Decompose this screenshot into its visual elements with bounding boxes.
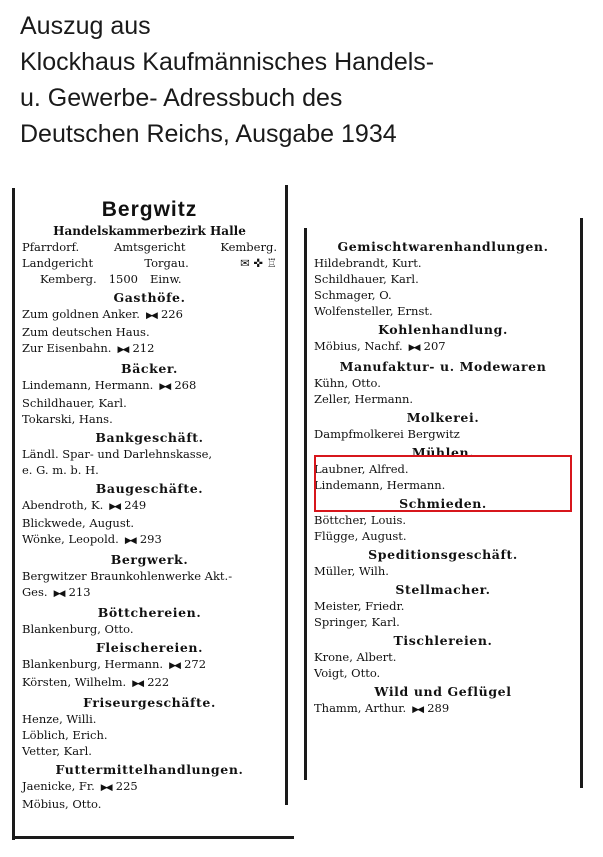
directory-entry: [22, 446, 277, 462]
entry-name: Voigt, Otto.: [314, 666, 381, 680]
directory-entry: [314, 614, 572, 630]
directory-section: [22, 762, 277, 812]
section-heading: Bergwerk.: [110, 552, 189, 567]
info-text: Landgericht: [22, 256, 94, 270]
middle-column-rule-right: [304, 228, 307, 780]
entry-name: Wolfensteller, Ernst.: [314, 304, 433, 318]
entry-name: Tokarski, Hans.: [22, 412, 113, 426]
telephone-number-text: 272: [184, 657, 207, 671]
entry-name: Meister, Friedr.: [314, 599, 405, 613]
directory-entry: [314, 287, 572, 303]
entry-name: Müller, Wilh.: [314, 564, 389, 578]
directory-entry: [314, 563, 572, 579]
left-sections: [22, 290, 277, 812]
directory-entry: [314, 271, 572, 287]
telephone-number: [146, 306, 183, 324]
entry-name: Zum deutschen Haus.: [22, 325, 150, 339]
section-heading: Manufaktur- u. Modewaren: [339, 359, 547, 374]
directory-section: [22, 361, 277, 427]
directory-entry: [22, 324, 277, 340]
entry-name: Springer, Karl.: [314, 615, 400, 629]
entry-name: Hildebrandt, Kurt.: [314, 256, 422, 270]
directory-entry: [22, 778, 277, 796]
entry-name: Flügge, August.: [314, 529, 407, 543]
section-heading: Kohlenhandlung.: [378, 322, 508, 337]
section-heading: Speditionsgeschäft.: [368, 547, 518, 562]
postal-symbols-icon: ✉ ✜ ♖: [240, 256, 277, 270]
directory-entry: [314, 512, 572, 528]
middle-column-rule-left: [285, 185, 288, 805]
section-heading: Gasthöfe.: [113, 290, 186, 305]
entry-name: Jaenicke, Fr.: [22, 779, 95, 793]
directory-entry: [22, 656, 277, 674]
section-heading: Böttchereien.: [97, 605, 202, 620]
directory-entry: [22, 621, 277, 637]
town-info-line: [22, 255, 277, 271]
caption-line-3: u. Gewerbe- Adressbuch des: [20, 84, 343, 112]
section-heading: Bäcker.: [121, 361, 178, 376]
section-heading: Wild und Geflügel: [374, 684, 512, 699]
directory-section: [22, 552, 277, 602]
entry-name: Dampfmolkerei Bergwitz: [314, 427, 460, 441]
directory-section: [22, 605, 277, 637]
directory-entry: [314, 528, 572, 544]
telephone-number: [125, 531, 162, 549]
info-text: Kemberg.: [220, 240, 277, 254]
entry-name: Zum goldnen Anker.: [22, 307, 140, 321]
section-heading: Friseurgeschäfte.: [83, 695, 216, 710]
entry-name: Böttcher, Louis.: [314, 513, 407, 527]
highlight-box: [314, 455, 572, 512]
telephone-number: [101, 778, 138, 796]
telephone-number-text: 226: [160, 307, 183, 321]
info-text: Kemberg.: [40, 272, 97, 286]
entry-name: Vetter, Karl.: [22, 744, 92, 758]
caption-line-1: Auszug aus: [20, 12, 151, 40]
entry-name: Schildhauer, Karl.: [22, 396, 127, 410]
directory-section: [314, 359, 572, 407]
section-heading: Stellmacher.: [395, 582, 491, 597]
telephone-number-text: 222: [147, 675, 170, 689]
town-info-line: [22, 271, 277, 287]
telephone-icon: ▶◀: [412, 705, 423, 715]
directory-entry: [22, 568, 277, 584]
directory-entry: [22, 497, 277, 515]
telephone-number: [169, 656, 206, 674]
directory-section: [314, 239, 572, 319]
telephone-number-text: 289: [427, 701, 450, 715]
directory-entry: [22, 796, 277, 812]
directory-entry: [314, 426, 572, 442]
directory-entry: [22, 340, 277, 358]
chamber-district: Handelskammerbezirk Halle: [53, 224, 246, 238]
telephone-number: [412, 700, 449, 718]
entry-name: Zur Eisenbahn.: [22, 341, 112, 355]
entry-name: Lindemann, Hermann.: [314, 478, 446, 492]
info-text: Amtsgericht: [113, 240, 186, 254]
telephone-icon: ▶◀: [109, 502, 120, 512]
telephone-number: [132, 674, 169, 692]
directory-entry: [314, 649, 572, 665]
entry-name: Blickwede, August.: [22, 516, 135, 530]
telephone-number-text: 212: [132, 341, 155, 355]
entry-name: Möbius, Otto.: [22, 797, 102, 811]
section-heading: Bankgeschäft.: [95, 430, 204, 445]
entry-name: Wönke, Leopold.: [22, 532, 119, 546]
telephone-number-text: 268: [174, 378, 197, 392]
directory-section: [22, 640, 277, 692]
telephone-number: [54, 584, 91, 602]
section-heading: Gemischtwarenhandlungen.: [337, 239, 549, 254]
telephone-number: [409, 338, 446, 356]
section-heading: Molkerei.: [406, 410, 480, 425]
directory-entry: [314, 255, 572, 271]
directory-entry: [22, 584, 277, 602]
right-column-rule: [580, 218, 583, 788]
directory-entry: [314, 700, 572, 718]
entry-name: Möbius, Nachf.: [314, 339, 403, 353]
directory-section: [22, 290, 277, 358]
telephone-number: [109, 497, 146, 515]
info-text: Einw.: [149, 272, 182, 286]
entry-name: Körsten, Wilhelm.: [22, 675, 127, 689]
info-text: Pfarrdorf.: [22, 240, 80, 254]
directory-section: [314, 322, 572, 356]
entry-name: Zeller, Hermann.: [314, 392, 414, 406]
left-column-rule: [12, 188, 15, 840]
caption-line-4: Deutschen Reichs, Ausgabe 1934: [20, 120, 397, 148]
entry-name: Blankenburg, Hermann.: [22, 657, 164, 671]
entry-name: Kühn, Otto.: [314, 376, 381, 390]
entry-name: Blankenburg, Otto.: [22, 622, 134, 636]
info-text: 1500: [108, 272, 138, 286]
directory-entry: [314, 303, 572, 319]
entry-name: Schmager, O.: [314, 288, 392, 302]
entry-name: Ges.: [22, 585, 48, 599]
entry-name: Laubner, Alfred.: [314, 462, 409, 476]
directory-entry: [22, 711, 277, 727]
directory-entry: [314, 598, 572, 614]
directory-entry: [22, 531, 277, 549]
entry-name: Lindemann, Hermann.: [22, 378, 154, 392]
directory-entry: [22, 515, 277, 531]
town-info-line: [22, 239, 277, 255]
telephone-icon: ▶◀: [124, 536, 135, 546]
section-heading: Mühlen.: [411, 445, 475, 460]
directory-section: [314, 633, 572, 681]
entry-name: e. G. m. b. H.: [22, 463, 99, 477]
directory-section: [314, 410, 572, 442]
directory-section: [314, 684, 572, 718]
telephone-number-text: 207: [423, 339, 446, 353]
telephone-icon: ▶◀: [159, 382, 170, 392]
telephone-icon: ▶◀: [132, 679, 143, 689]
directory-entry: [22, 462, 277, 478]
telephone-number-text: 249: [124, 498, 147, 512]
entry-name: Ländl. Spar- und Darlehnskasse,: [22, 447, 213, 461]
directory-section: [314, 547, 572, 579]
caption: [20, 8, 590, 152]
directory-section: [22, 481, 277, 549]
directory-entry: [22, 395, 277, 411]
section-heading: Tischlereien.: [393, 633, 493, 648]
entry-name: Bergwitzer Braunkohlenwerke Akt.-: [22, 569, 233, 583]
directory-section: [22, 695, 277, 759]
section-heading: Futtermittelhandlungen.: [55, 762, 244, 777]
telephone-number-text: 213: [68, 585, 91, 599]
directory-entry: [22, 743, 277, 759]
entry-name: Henze, Willi.: [22, 712, 97, 726]
directory-entry: [22, 674, 277, 692]
directory-entry: [22, 306, 277, 324]
section-heading: Fleischereien.: [95, 640, 204, 655]
bottom-rule: [12, 836, 294, 839]
telephone-icon: ▶◀: [117, 345, 128, 355]
telephone-icon: ▶◀: [408, 343, 419, 353]
left-column: [22, 197, 277, 812]
telephone-number: [117, 340, 154, 358]
entry-name: Thamm, Arthur.: [314, 701, 407, 715]
directory-entry: [314, 338, 572, 356]
directory-entry: [22, 411, 277, 427]
telephone-number-text: 225: [115, 779, 138, 793]
telephone-icon: ▶◀: [145, 311, 156, 321]
directory-entry: [314, 391, 572, 407]
info-text: Torgau.: [144, 256, 189, 270]
entry-name: Schildhauer, Karl.: [314, 272, 419, 286]
directory-section: [22, 430, 277, 478]
telephone-icon: ▶◀: [53, 589, 64, 599]
entry-name: Abendroth, K.: [22, 498, 104, 512]
directory-entry: [22, 377, 277, 395]
directory-entry: [314, 665, 572, 681]
telephone-icon: ▶◀: [100, 783, 111, 793]
section-heading: Schmieden.: [399, 496, 487, 511]
directory-entry: [314, 375, 572, 391]
town-name: Bergwitz: [101, 198, 198, 221]
entry-name: Krone, Albert.: [314, 650, 397, 664]
section-heading: Baugeschäfte.: [95, 481, 204, 496]
telephone-number-text: 293: [139, 532, 162, 546]
entry-name: Löblich, Erich.: [22, 728, 108, 742]
telephone-number: [159, 377, 196, 395]
telephone-icon: ▶◀: [169, 661, 179, 671]
directory-entry: [22, 727, 277, 743]
directory-section: [314, 582, 572, 630]
caption-line-2: Klockhaus Kaufmännisches Handels-: [20, 48, 435, 76]
